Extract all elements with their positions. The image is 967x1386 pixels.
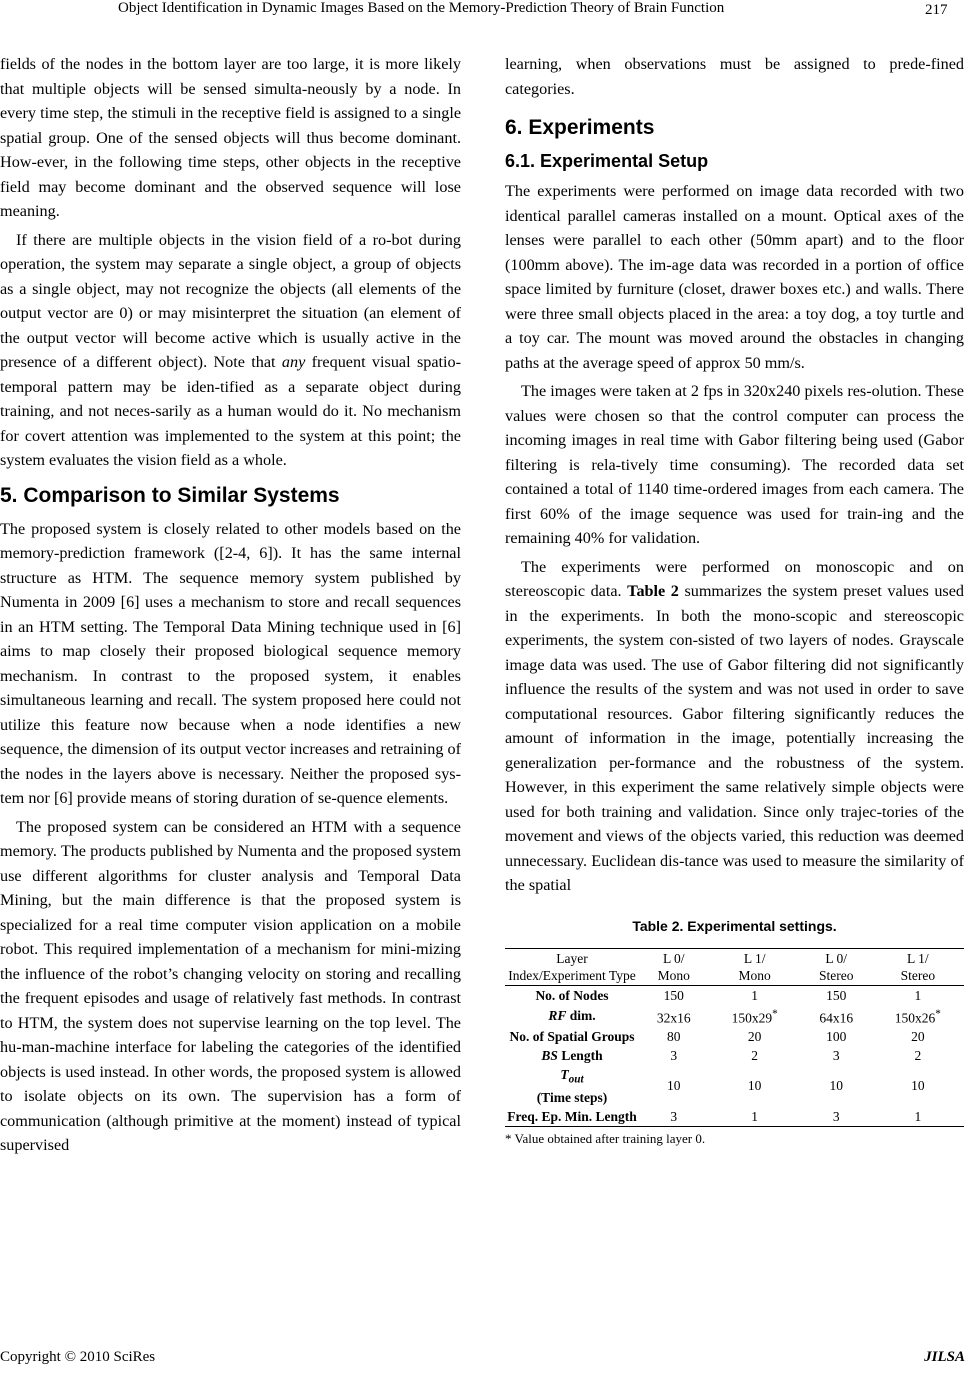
row-label: No. of Nodes [535, 987, 609, 1003]
row-label: Freq. Ep. Min. Length [507, 1108, 637, 1124]
table-header-row [505, 948, 964, 985]
table-cell: 150x26* [894, 1007, 941, 1025]
table-cell: 1 [751, 1108, 759, 1124]
paragraph: The proposed system can be considered an HTM with a sequence memory. The products published by Numenta and the proposed system use different algorithms for cluster analysis and Temporal Data Mining, but the main difference is that the proposed system is specialized for a real time computer vision application on a mobile robot. This required implementation of a mechanism for mini-mizing the influence of the robot’s changing velocity on storing and recalling the frequent episodes and usage of relatively fast methods. In contrast to HTM, the system does not supervise learning on the top level. The hu-man-machine interface for labeling the categories of the identified objects is used instead. In other words, the proposed system is allowed to isolate objects on its own. The supervision has a form of communication (although primitive at the moment) instead of typical supervised [0, 817, 461, 1154]
header-cell: L 0/ Stereo [818, 950, 854, 983]
table-row [505, 1107, 964, 1127]
table-cell: 3 [832, 1108, 840, 1124]
right-column [505, 52, 964, 1147]
table-cell: 10 [667, 1078, 681, 1094]
row-label: BS Length [541, 1048, 603, 1063]
table-cell: 150 [663, 987, 684, 1003]
paragraph: If there are multiple objects in the vision field of a ro-bot during operation, the system may separate a single object, a group of objects as a single object, may not recognize the objects (all elements of the output vector are 0) or may misinterpret the situation (an element of the output vector will become active which is usually active in the presence of a different object). Note that any frequent visual spatio-temporal pattern may be iden-tified as a separate object during training, and not neces-sarily as a human would do it. No mechanism for covert attention was implemented to the system at this point; the system evaluates the vision field as a whole. [0, 230, 462, 469]
running-header [0, 0, 967, 22]
table-footnote: * Value obtained after training layer 0. [505, 1130, 706, 1146]
table-cell: 2 [914, 1048, 922, 1063]
table-caption: Table 2. Experimental settings. [632, 917, 837, 934]
table-cell: 3 [670, 1108, 678, 1124]
settings-table [505, 948, 964, 1127]
table-cell: 10 [911, 1078, 925, 1094]
table-cell: 3 [832, 1048, 840, 1063]
table-row [505, 985, 964, 1005]
table-cell: 10 [747, 1078, 762, 1094]
journal-name: JILSA [924, 1349, 965, 1365]
header-cell: L 0/ Mono [657, 950, 690, 983]
table-cell: 20 [747, 1029, 762, 1044]
table-cell: 1 [751, 987, 759, 1003]
header-cell: Layer Index/Experiment Type [508, 950, 636, 983]
table-cell: 1 [914, 987, 922, 1003]
section-heading: 5. Comparison to Similar Systems [0, 483, 340, 507]
table-cell: 150x29* [731, 1007, 778, 1025]
table-reference: Table 2 [627, 582, 679, 600]
table-row [505, 1046, 964, 1065]
running-title: Object Identification in Dynamic Images Based on the Memory-Prediction Theory of Brain Function [118, 0, 725, 16]
paragraph: fields of the nodes in the bottom layer are too large, it is more likely that multiple objects will be sensed simulta-neously by a node. In every time step, the stimuli in the receptive field is assigned to a single spatial group. One of the sensed objects will thus become dominant. How-ever, in the following time steps, other objects in the receptive field may become dominant and the observed sequence will lose meaning. [0, 55, 461, 220]
paragraph: The proposed system is closely related to other models based on the memory-prediction framework ([2-4, 6]). It has the same internal structure as HTM. The sequence memory system published by Numenta in 2009 [6] uses a mechanism to store and recall sequences in an HTM setting. The Temporal Data Mining technique used in [6] aims to map closely their proposed biological sequence memory mechanism. In contrast to the proposed system, it enables simultaneous learning and recall. The system proposed here could not utilize this feature now because when a node identifies a new sequence, the dimension of its output vector increases and retraining of the nodes in the layers above is necessary. Neither the proposed sys-tem nor [6] provide means of storing duration of se-quence elements. [0, 519, 461, 807]
table-cell: 64x16 [819, 1010, 854, 1025]
row-label: $T_{out}$ (Time steps) [536, 1067, 608, 1105]
row-label: RF dim. [548, 1008, 596, 1024]
table-row [505, 1065, 964, 1107]
table-cell: 80 [667, 1029, 681, 1044]
section-heading: 6. Experiments [505, 116, 655, 139]
table-cell: 20 [911, 1029, 925, 1044]
page-number: 217 [925, 2, 948, 18]
row-label: No. of Spatial Groups [509, 1029, 635, 1044]
table-cell: 2 [751, 1048, 759, 1063]
table-cell: 150 [826, 987, 847, 1003]
header-cell: L 1/ Stereo [900, 950, 936, 983]
paragraph: learning, when observations must be assigned to prede-fined categories. [505, 55, 964, 98]
table-row [505, 1027, 964, 1046]
paragraph: The experiments were performed on image data recorded with two identical parallel cameras installed on a mount. Optical axes of the lenses were parallel to each other (50mm apart) and to the floor (100mm above). The im-age data was recorded in a portion of office space limited by furniture (closet, drawer boxes etc.) and walls. There were three small objects placed in the area: a toy dog, a toy turtle and a toy car. The mount was moved around the obstacles in changing paths at the average speed of approx 50 mm/s. [505, 182, 964, 372]
header-cell: L 1/ Mono [738, 950, 771, 983]
emphasis: any [281, 353, 306, 371]
subsection-heading: 6.1. Experimental Setup [505, 151, 709, 171]
table-cell: 10 [829, 1078, 843, 1094]
table-cell: 1 [914, 1108, 922, 1124]
table-cell: 3 [670, 1048, 678, 1063]
paragraph: The experiments were performed on monoscopic and on stereoscopic data. Table 2 summarizes the system preset values used in the experiments. In both the mono-scopic and stereoscopic experiments, the system con-sisted of two layers of nodes. Grayscale image data was used. The use of Gabor filtering did not significantly influence the results of the system and was not used in order to save computational resources. Gabor filtering significantly reduces the amount of information in the image, potentially increasing the generalization per-formance and the robustness of the system. However, in this experiment the same relatively simple objects were used for both training and validation. Since only trajec-tories of the movement and views of the objects varied, this reduction was deemed unnecessary. Euclidean dis-tance was used to measure the similarity of the spatial [505, 557, 964, 894]
left-column [0, 52, 461, 1158]
copyright: Copyright © 2010 SciRes [0, 1349, 156, 1365]
paragraph: The images were taken at 2 fps in 320x240 pixels res-olution. These values were chosen so that the control computer can process the incoming images in real time with Gabor filtering being used (Gabor filtering is rela-tively time consuming). The recorded data set contained a total of 1140 time-ordered images from each camera. The first 60% of the image sequence was used for train-ing and the remaining 40% for validation. [505, 382, 964, 547]
table-cell: 100 [826, 1029, 847, 1044]
table-row [505, 1005, 964, 1028]
table-cell: 32x16 [656, 1010, 691, 1025]
